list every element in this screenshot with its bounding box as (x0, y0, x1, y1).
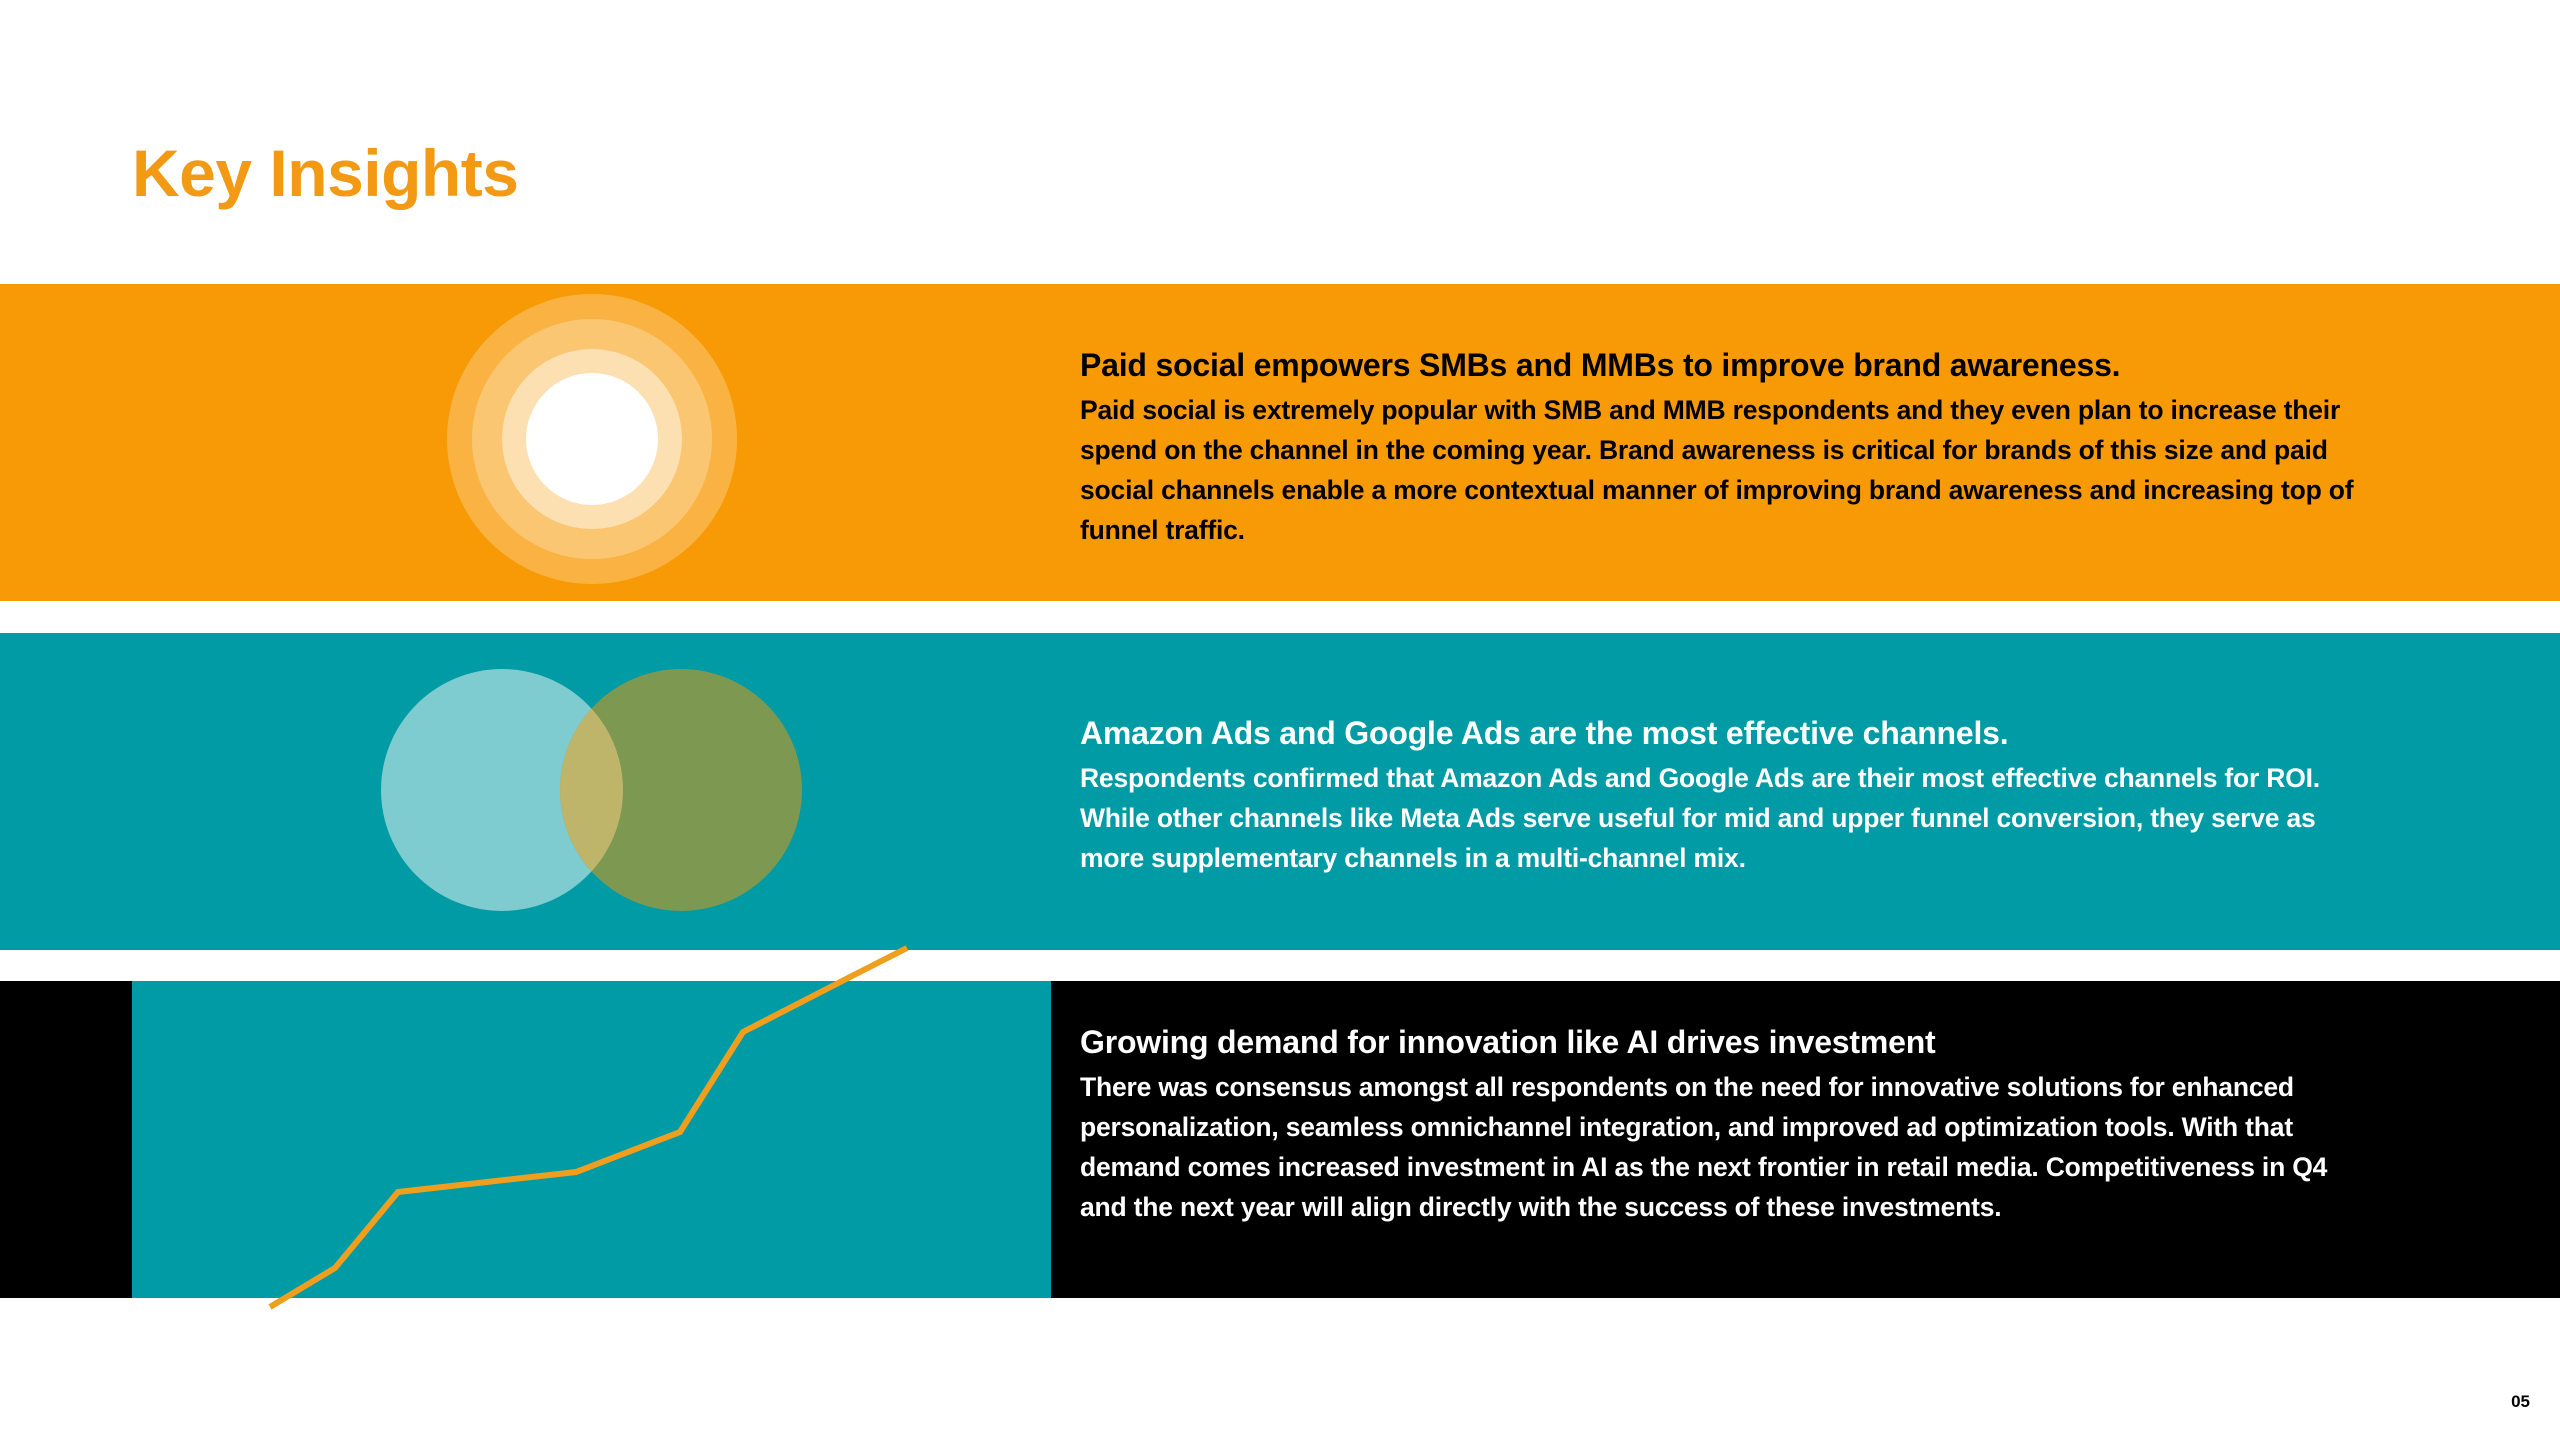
insight-body: Paid social is extremely popular with SMB and MMB respondents and they even plan to increase their spend on the channel in the coming year. Brand awareness is critical for brands of this size and paid social channels enable a more contextual manner of improving brand awareness and increasing top of funnel traffic. (1080, 395, 2354, 545)
page-title: Key Insights (132, 136, 519, 210)
page-number: 05 (2511, 1392, 2530, 1411)
insight-body: Respondents confirmed that Amazon Ads and Google Ads are their most effective channels for ROI. While other channels like Meta Ads serve useful for mid and upper funnel conversion, they serve as more supplementary channels in a multi-channel mix. (1080, 763, 2320, 873)
trend-line (270, 948, 907, 1307)
insight-heading: Amazon Ads and Google Ads are the most effective channels. (1080, 715, 2009, 751)
insight-heading: Paid social empowers SMBs and MMBs to improve brand awareness. (1080, 347, 2121, 383)
insight-heading: Growing demand for innovation like AI drives investment (1080, 1024, 1936, 1060)
insight-body: There was consensus amongst all respondents on the need for innovative solutions for enhanced personalization, seamless omnichannel integration, and improved ad optimization tools. With that demand comes increased investment in AI as the next frontier in retail media. Competitiveness in Q4 and the next year will align directly with the success of these investments. (1080, 1072, 2328, 1222)
